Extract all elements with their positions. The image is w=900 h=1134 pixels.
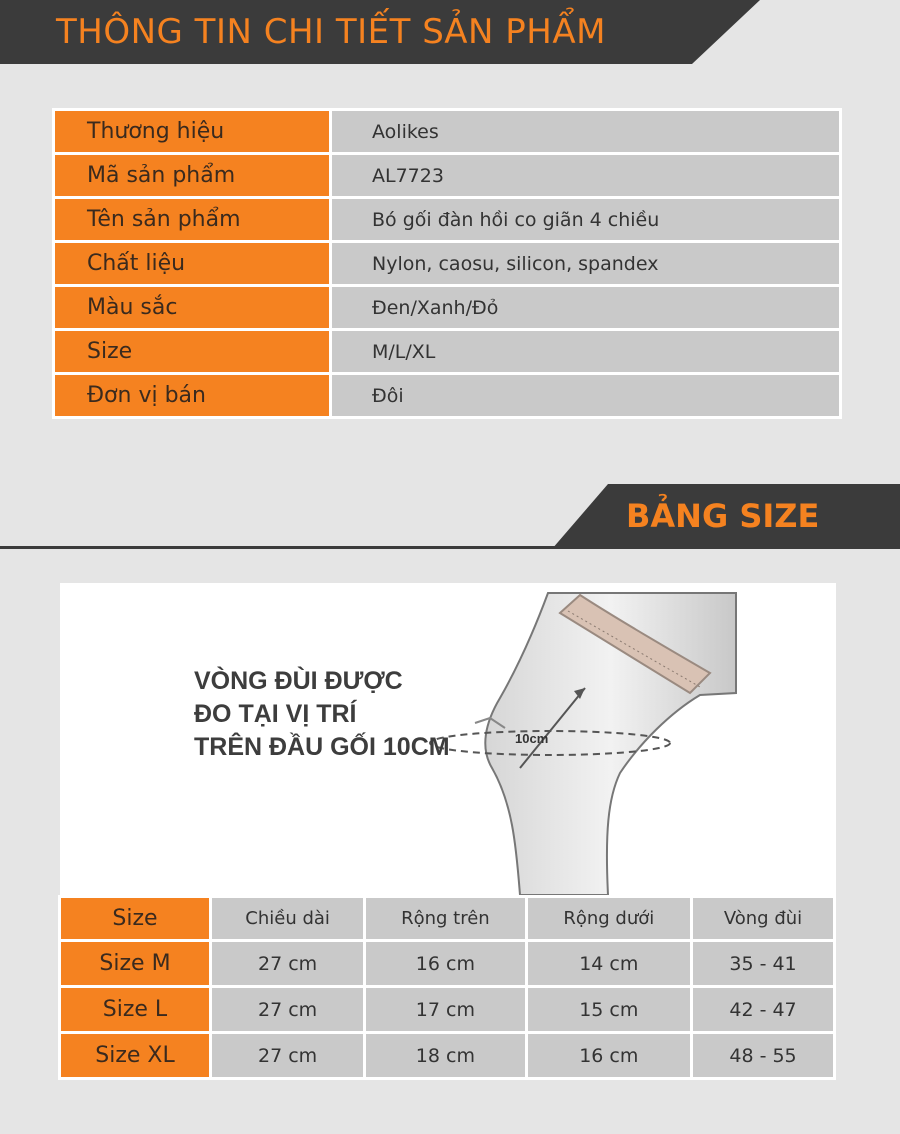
spec-value: Aolikes	[332, 111, 839, 152]
bottom-width-cell: 15 cm	[528, 988, 690, 1031]
spec-value: Nylon, caosu, silicon, spandex	[332, 243, 839, 284]
specs-title: THÔNG TIN CHI TIẾT SẢN PHẨM	[56, 12, 606, 52]
spec-label: Tên sản phẩm	[55, 199, 329, 240]
header-thigh: Vòng đùi	[693, 898, 833, 939]
spec-value: M/L/XL	[332, 331, 839, 372]
header-length: Chiều dài	[212, 898, 363, 939]
spec-value: Đôi	[332, 375, 839, 416]
spec-value: Đen/Xanh/Đỏ	[332, 287, 839, 328]
length-cell: 27 cm	[212, 988, 363, 1031]
size-header-row	[61, 898, 833, 939]
table-row	[61, 1034, 833, 1077]
spec-row	[55, 199, 839, 240]
spec-label: Đơn vị bán	[55, 375, 329, 416]
spec-value: Bó gối đàn hồi co giãn 4 chiều	[332, 199, 839, 240]
spec-row	[55, 243, 839, 284]
marker-label: 10cm	[515, 731, 549, 746]
spec-row	[55, 111, 839, 152]
spec-label: Thương hiệu	[55, 111, 329, 152]
table-row	[61, 988, 833, 1031]
size-name: Size XL	[61, 1034, 209, 1077]
measure-note-line: VÒNG ĐÙI ĐƯỢC	[194, 667, 403, 695]
measure-note	[194, 665, 450, 764]
knee-measure-illustration	[60, 583, 836, 895]
specs-table	[52, 108, 842, 419]
bottom-width-cell: 14 cm	[528, 942, 690, 985]
spec-label: Màu sắc	[55, 287, 329, 328]
spec-row	[55, 287, 839, 328]
size-banner	[0, 484, 900, 550]
length-cell: 27 cm	[212, 1034, 363, 1077]
specs-banner	[0, 0, 900, 64]
top-width-cell: 16 cm	[366, 942, 524, 985]
spec-value: AL7723	[332, 155, 839, 196]
size-name: Size M	[61, 942, 209, 985]
size-title: BẢNG SIZE	[626, 497, 820, 535]
top-width-cell: 18 cm	[366, 1034, 524, 1077]
header-size: Size	[61, 898, 209, 939]
measure-note-line: TRÊN ĐẦU GỐI 10CM	[194, 733, 450, 761]
measure-note-line: ĐO TẠI VỊ TRÍ	[194, 700, 357, 728]
length-cell: 27 cm	[212, 942, 363, 985]
size-name: Size L	[61, 988, 209, 1031]
header-bottom-width: Rộng dưới	[528, 898, 690, 939]
spec-row	[55, 331, 839, 372]
bottom-width-cell: 16 cm	[528, 1034, 690, 1077]
top-width-cell: 17 cm	[366, 988, 524, 1031]
thigh-cell: 48 - 55	[693, 1034, 833, 1077]
header-top-width: Rộng trên	[366, 898, 524, 939]
spec-label: Size	[55, 331, 329, 372]
thigh-cell: 35 - 41	[693, 942, 833, 985]
spec-row	[55, 155, 839, 196]
table-row	[61, 942, 833, 985]
spec-label: Chất liệu	[55, 243, 329, 284]
size-table	[58, 895, 836, 1080]
thigh-cell: 42 - 47	[693, 988, 833, 1031]
spec-label: Mã sản phẩm	[55, 155, 329, 196]
spec-row	[55, 375, 839, 416]
